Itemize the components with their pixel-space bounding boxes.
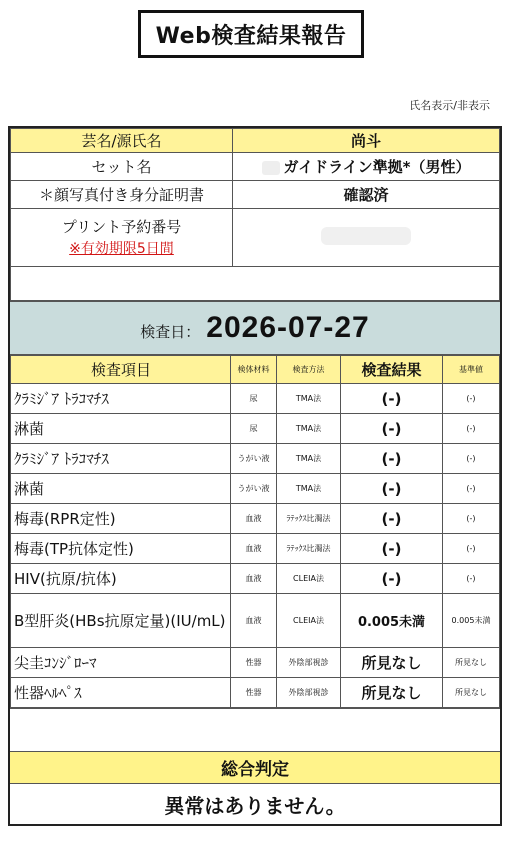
name-value: 尚斗 bbox=[233, 129, 500, 153]
row-method: ﾗﾃｯｸｽ比濁法 bbox=[277, 534, 341, 564]
row-result: 0.005未満 bbox=[341, 594, 443, 648]
row-material: うがい液 bbox=[231, 474, 277, 504]
table-row bbox=[11, 474, 500, 504]
print-number-redacted bbox=[233, 209, 500, 267]
header-result: 検査結果 bbox=[341, 356, 443, 384]
row-material: 血液 bbox=[231, 534, 277, 564]
row-reference: 所見なし bbox=[443, 648, 500, 678]
table-row bbox=[11, 594, 500, 648]
header-item: 検査項目 bbox=[11, 356, 231, 384]
row-method: TMA法 bbox=[277, 444, 341, 474]
row-material: うがい液 bbox=[231, 444, 277, 474]
results-header-row bbox=[11, 356, 500, 384]
row-result: (-) bbox=[341, 534, 443, 564]
set-label: セット名 bbox=[11, 153, 233, 181]
row-result: (-) bbox=[341, 504, 443, 534]
overall-verdict-label: 総合判定 bbox=[10, 752, 500, 784]
header-method: 検査方法 bbox=[277, 356, 341, 384]
info-table bbox=[10, 128, 500, 301]
row-reference: (-) bbox=[443, 534, 500, 564]
results-table bbox=[10, 355, 500, 708]
print-label-cell bbox=[11, 209, 233, 267]
print-label: プリント予約番号 bbox=[61, 217, 182, 236]
row-method: TMA法 bbox=[277, 384, 341, 414]
row-reference: (-) bbox=[443, 474, 500, 504]
row-item: 梅毒(TP抗体定性) bbox=[11, 534, 231, 564]
row-item: HIV(抗原/抗体) bbox=[11, 564, 231, 594]
overall-verdict-value: 異常はありません。 bbox=[10, 784, 500, 824]
header-reference: 基準値 bbox=[443, 356, 500, 384]
row-item: 淋菌 bbox=[11, 414, 231, 444]
row-method: TMA法 bbox=[277, 474, 341, 504]
row-reference: 0.005未満 bbox=[443, 594, 500, 648]
table-row bbox=[11, 534, 500, 564]
row-result: 所見なし bbox=[341, 648, 443, 678]
row-material: 性器 bbox=[231, 678, 277, 708]
row-reference: 所見なし bbox=[443, 678, 500, 708]
report-title-text: Web検査結果報告 bbox=[155, 23, 347, 49]
row-material: 血液 bbox=[231, 594, 277, 648]
row-item: 梅毒(RPR定性) bbox=[11, 504, 231, 534]
table-row bbox=[11, 564, 500, 594]
report-card bbox=[8, 126, 502, 826]
row-material: 血液 bbox=[231, 564, 277, 594]
row-material: 血液 bbox=[231, 504, 277, 534]
table-row bbox=[11, 678, 500, 708]
spacer-row bbox=[10, 708, 500, 752]
table-row bbox=[11, 444, 500, 474]
row-method: ﾗﾃｯｸｽ比濁法 bbox=[277, 504, 341, 534]
row-result: (-) bbox=[341, 384, 443, 414]
row-method: CLEIA法 bbox=[277, 564, 341, 594]
row-reference: (-) bbox=[443, 384, 500, 414]
row-result: (-) bbox=[341, 474, 443, 504]
row-reference: (-) bbox=[443, 504, 500, 534]
row-method: 外陰部視診 bbox=[277, 678, 341, 708]
table-row bbox=[11, 504, 500, 534]
row-item: 尖圭ｺﾝｼﾞﾛｰﾏ bbox=[11, 648, 231, 678]
row-item: 性器ﾍﾙﾍﾟｽ bbox=[11, 678, 231, 708]
exam-date-label: 検査日： bbox=[140, 322, 201, 341]
table-row bbox=[11, 414, 500, 444]
id-label: ＊顔写真付き身分証明書 bbox=[11, 181, 233, 209]
report-title bbox=[138, 10, 364, 58]
set-value: ガイドライン準拠*（男性） bbox=[283, 158, 471, 176]
name-visibility-toggle[interactable]: 氏名表示/非表示 bbox=[409, 99, 490, 112]
row-method: TMA法 bbox=[277, 414, 341, 444]
row-material: 性器 bbox=[231, 648, 277, 678]
row-item: ｸﾗﾐｼﾞｱ ﾄﾗｺﾏﾁｽ bbox=[11, 444, 231, 474]
header-material: 検体材料 bbox=[231, 356, 277, 384]
empty-row bbox=[11, 267, 500, 301]
row-reference: (-) bbox=[443, 414, 500, 444]
row-method: CLEIA法 bbox=[277, 594, 341, 648]
redacted-block bbox=[321, 227, 411, 245]
table-row bbox=[11, 384, 500, 414]
row-material: 尿 bbox=[231, 384, 277, 414]
name-label: 芸名/源氏名 bbox=[11, 129, 233, 153]
print-expiry-note: ※有効期限5日間 bbox=[69, 240, 174, 257]
redacted-mark bbox=[262, 161, 280, 175]
row-item: B型肝炎(HBs抗原定量)(IU/mL) bbox=[11, 594, 231, 648]
exam-date-value: 2026-07-27 bbox=[206, 311, 370, 344]
row-result: (-) bbox=[341, 444, 443, 474]
id-value: 確認済 bbox=[233, 181, 500, 209]
row-result: (-) bbox=[341, 564, 443, 594]
set-value-cell bbox=[233, 153, 500, 181]
table-row bbox=[11, 648, 500, 678]
row-material: 尿 bbox=[231, 414, 277, 444]
row-item: 淋菌 bbox=[11, 474, 231, 504]
row-reference: (-) bbox=[443, 564, 500, 594]
row-result: 所見なし bbox=[341, 678, 443, 708]
row-item: ｸﾗﾐｼﾞｱ ﾄﾗｺﾏﾁｽ bbox=[11, 384, 231, 414]
row-method: 外陰部視診 bbox=[277, 648, 341, 678]
row-reference: (-) bbox=[443, 444, 500, 474]
exam-date-band bbox=[10, 301, 500, 355]
row-result: (-) bbox=[341, 414, 443, 444]
